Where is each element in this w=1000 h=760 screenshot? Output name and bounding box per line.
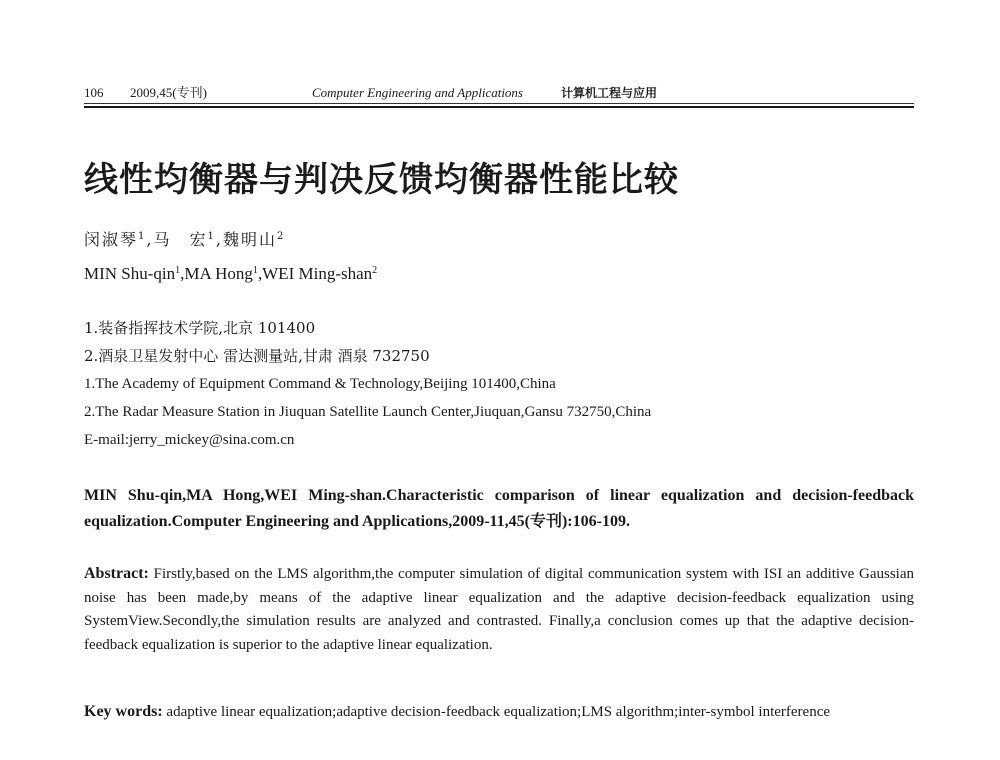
- author-cn-2: 马 宏: [153, 230, 208, 249]
- author-en-3: WEI Ming-shan: [262, 264, 373, 283]
- keywords-text: adaptive linear equalization;adaptive decision-feedback equalization;LMS algorithm;inter-symbol interference: [166, 704, 831, 720]
- article-title: 线性均衡器与判决反馈均衡器性能比较: [84, 160, 679, 200]
- author-en-1: MIN Shu-qin: [84, 264, 176, 283]
- running-header: [84, 84, 914, 102]
- header-rule-thin: [84, 103, 914, 104]
- abstract-label: Abstract:: [84, 565, 149, 582]
- journal-name-en: Computer Engineering and Applications: [312, 85, 523, 100]
- affiliation-en-1: 1.The Academy of Equipment Command & Technology,Beijing 101400,China: [84, 376, 556, 392]
- abstract: [84, 562, 914, 657]
- author-cn-3-affil: 2: [276, 231, 286, 242]
- year-volume: 2009,45(专刊): [130, 85, 207, 100]
- keywords-label: Key words:: [84, 703, 163, 720]
- author-en-3-affil: 2: [372, 265, 378, 276]
- citation: MIN Shu-qin,MA Hong,WEI Ming-shan.Characteristic comparison of linear equalization and decision-feedback equalization.Computer Engineering and Applications,2009-11,45(专刊):106-109.: [84, 487, 914, 530]
- author-cn-2-affil: 1: [207, 231, 216, 242]
- abstract-text: Firstly,based on the LMS algorithm,the computer simulation of digital communication system with ISI an additive Gaussian noise has been made,by means of the adaptive linear equalization and the adaptive decision-feedback equalization using SystemView.Secondly,the simulation results are analyzed and contrasted. Finally,a conclusion comes up that the adaptive decision-feedback equalization is superior to the adaptive linear equalization.: [84, 566, 914, 653]
- header-rule-thick: [84, 106, 914, 108]
- page-number: 106: [84, 85, 104, 100]
- author-en-2: MA Hong: [184, 264, 253, 283]
- author-cn-1: 闵淑琴: [84, 230, 139, 249]
- author-cn-3: 魏明山: [222, 230, 277, 249]
- affiliation-cn-1: 1.装备指挥技术学院,北京 101400: [84, 319, 316, 337]
- keywords: [84, 700, 914, 725]
- author-en-sep-1: ,: [180, 264, 185, 283]
- authors-en: [84, 262, 377, 286]
- author-en-1-affil: 1: [175, 265, 181, 276]
- author-cn-1-affil: 1: [138, 231, 147, 242]
- author-en-2-affil: 1: [252, 265, 258, 276]
- email-address: E-mail:jerry_mickey@sina.com.cn: [84, 432, 295, 448]
- affiliation-cn-2: 2.酒泉卫星发射中心 雷达测量站,甘肃 酒泉 732750: [84, 347, 430, 365]
- author-cn-sep-1: ,: [146, 230, 154, 249]
- author-cn-sep-2: ,: [215, 230, 223, 249]
- journal-name-cn: 计算机工程与应用: [561, 86, 658, 100]
- authors-cn: [84, 228, 285, 252]
- author-en-sep-2: ,: [257, 264, 263, 283]
- affiliation-en-2: 2.The Radar Measure Station in Jiuquan Satellite Launch Center,Jiuquan,Gansu 732750,China: [84, 404, 652, 420]
